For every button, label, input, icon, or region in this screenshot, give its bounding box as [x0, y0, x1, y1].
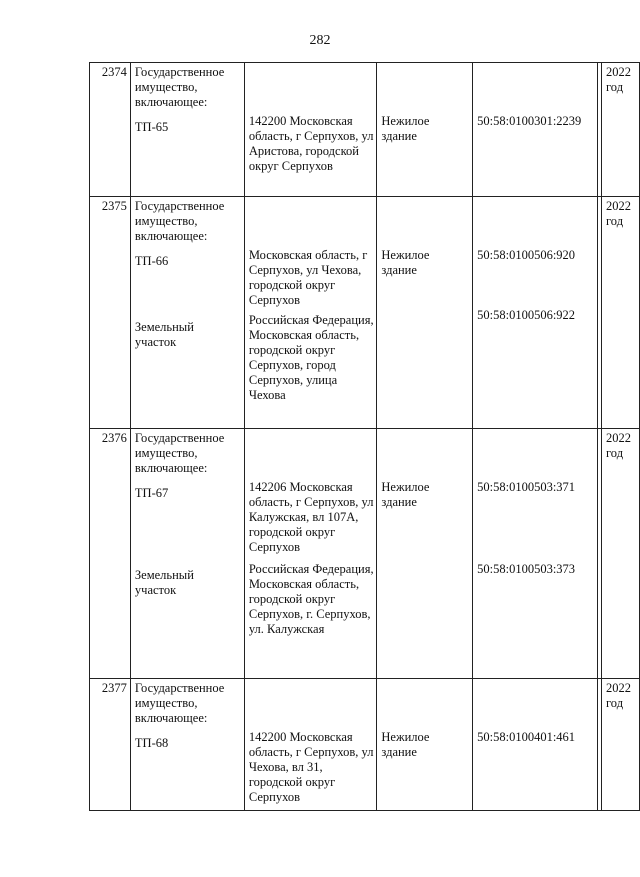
record-header: Государственное имущество, включающее: [134, 65, 225, 109]
record-number: 2376 [90, 429, 131, 679]
record-year: 2022 год [605, 65, 631, 94]
item-cadastral: 50:58:0100506:922 [477, 308, 576, 322]
year-cell [601, 429, 639, 679]
item-type: Нежилое здание [381, 248, 430, 277]
item-cadastral: 50:58:0100506:920 [477, 248, 576, 262]
item-name: Земельный участок [134, 320, 194, 349]
item-name: ТП-67 [134, 486, 169, 500]
property-table [89, 62, 640, 811]
address-cell [244, 197, 377, 429]
item-cadastral: 50:58:0100301:2239 [477, 114, 582, 128]
item-address: 142200 Московская область, г Серпухов, ул Аристова, городской округ Серпухов [248, 114, 374, 173]
address-cell [244, 429, 377, 679]
type-cell [377, 429, 473, 679]
name-cell [130, 63, 244, 197]
record-year: 2022 год [605, 199, 631, 228]
item-name: ТП-66 [134, 254, 169, 268]
item-name: ТП-68 [134, 736, 169, 750]
cadastral-cell [473, 429, 598, 679]
item-address: 142206 Московская область, г Серпухов, ул Калужская, вл 107А, городской округ Серпухов [248, 480, 374, 554]
name-cell [130, 197, 244, 429]
record-year: 2022 год [605, 681, 631, 710]
type-cell [377, 63, 473, 197]
record-year: 2022 год [605, 431, 631, 460]
cadastral-cell [473, 63, 598, 197]
record-header: Государственное имущество, включающее: [134, 431, 225, 475]
item-address: 142200 Московская область, г Серпухов, ул Чехова, вл 31, городской округ Серпухов [248, 730, 374, 804]
item-name: Земельный участок [134, 568, 194, 597]
record-number: 2374 [90, 63, 131, 197]
page-number: 282 [309, 33, 331, 48]
address-cell [244, 63, 377, 197]
cadastral-cell [473, 679, 598, 811]
year-cell [601, 197, 639, 429]
item-type: Нежилое здание [381, 114, 430, 143]
address-cell [244, 679, 377, 811]
record-header: Государственное имущество, включающее: [134, 681, 225, 725]
item-type: Нежилое здание [381, 480, 430, 509]
table-row [90, 679, 640, 811]
item-cadastral: 50:58:0100401:461 [477, 730, 576, 744]
table-row [90, 197, 640, 429]
item-cadastral: 50:58:0100503:371 [477, 480, 576, 494]
name-cell [130, 429, 244, 679]
item-address: Российская Федерация, Московская область, городской округ Серпухов, г. Серпухов, ул. Калужская [248, 562, 374, 636]
table-row [90, 429, 640, 679]
type-cell [377, 679, 473, 811]
year-cell [601, 63, 639, 197]
record-header: Государственное имущество, включающее: [134, 199, 225, 243]
cadastral-cell [473, 197, 598, 429]
item-address: Российская Федерация, Московская область, городской округ Серпухов, город Серпухов, улица Чехова [248, 313, 374, 402]
item-address: Московская область, г Серпухов, ул Чехова, городской округ Серпухов [248, 248, 368, 307]
item-name: ТП-65 [134, 120, 169, 134]
item-cadastral: 50:58:0100503:373 [477, 562, 576, 576]
record-number: 2375 [90, 197, 131, 429]
name-cell [130, 679, 244, 811]
type-cell [377, 197, 473, 429]
table-row [90, 63, 640, 197]
record-number: 2377 [90, 679, 131, 811]
item-type: Нежилое здание [381, 730, 430, 759]
year-cell [601, 679, 639, 811]
